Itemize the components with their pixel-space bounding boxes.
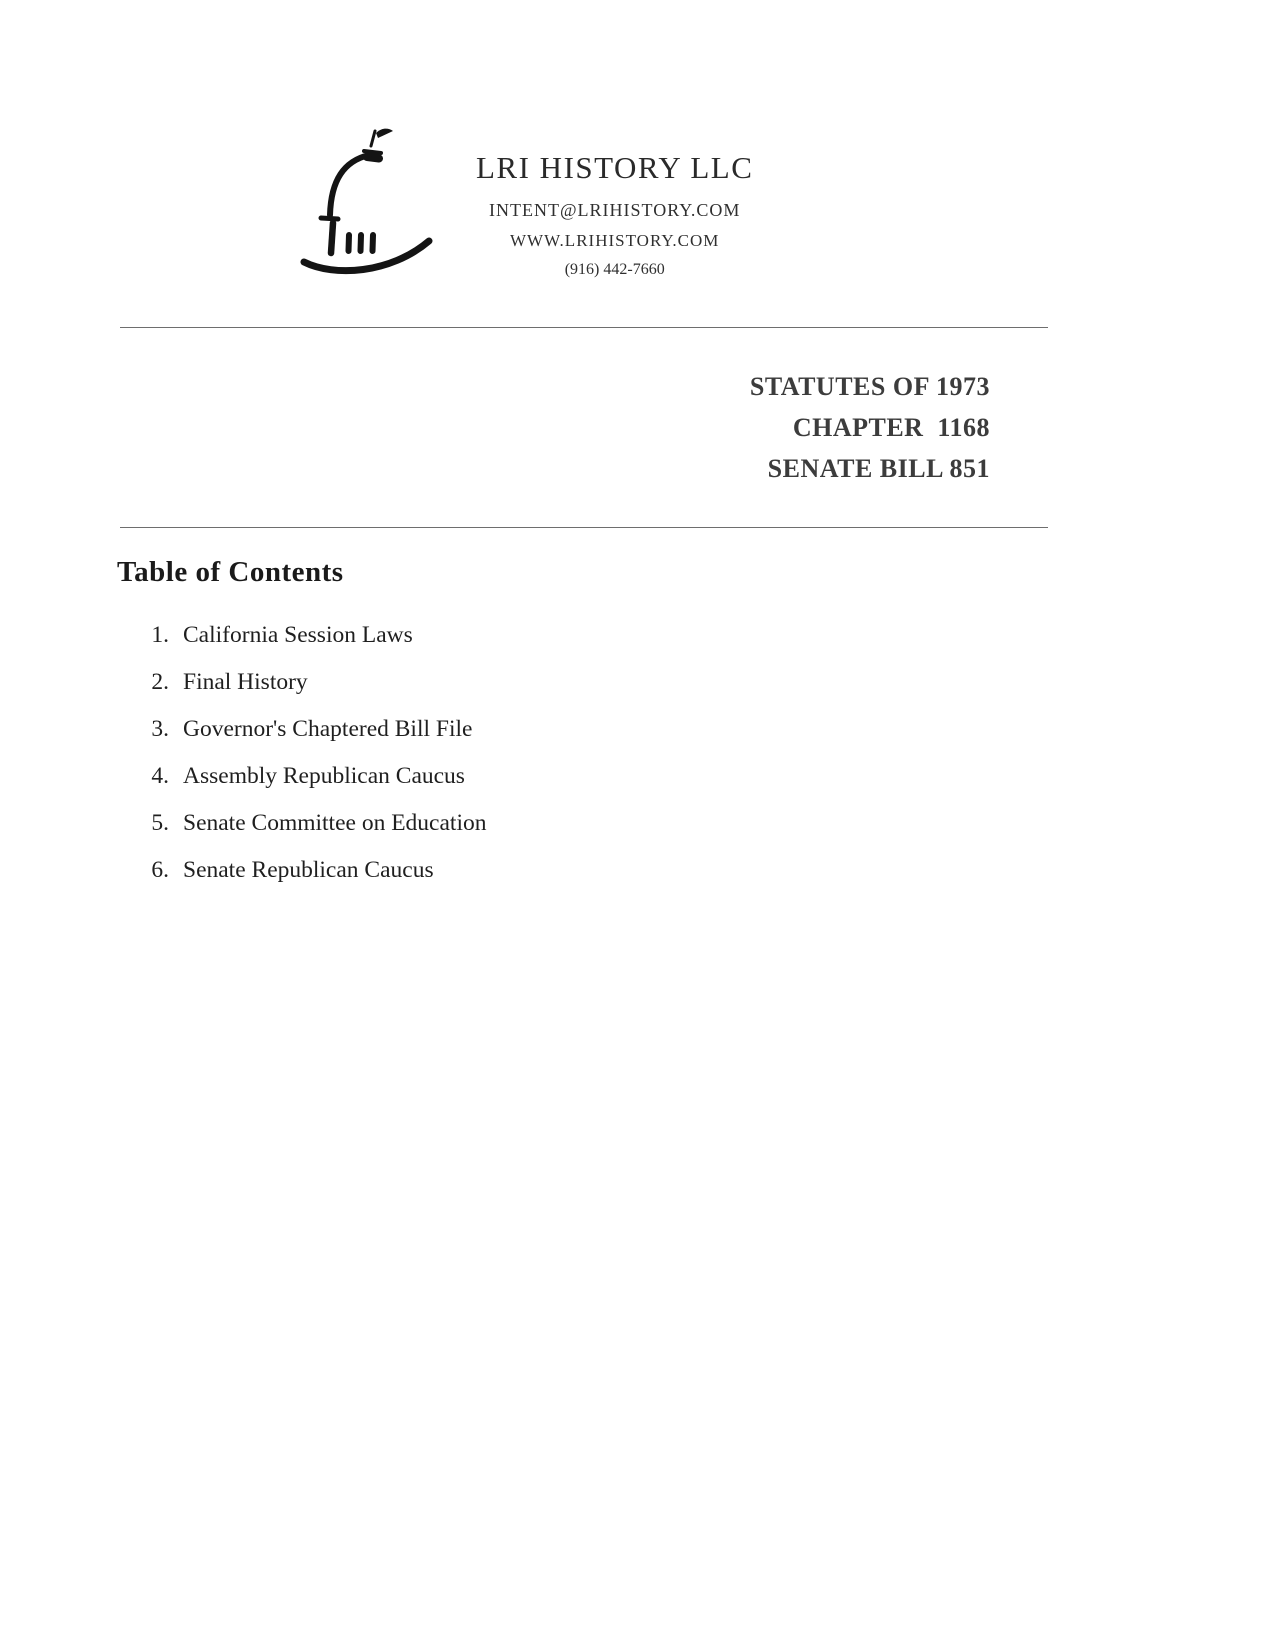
org-email: INTENT@LRIHISTORY.COM <box>488 200 741 220</box>
toc-item <box>143 622 486 669</box>
org-contact-block <box>476 150 753 279</box>
toc-item <box>143 669 486 716</box>
toc-item-number: 4. <box>151 763 169 789</box>
toc-item-label: Senate Committee on Education <box>183 810 487 836</box>
toc-item <box>143 716 486 763</box>
toc-item-number: 1. <box>151 622 169 648</box>
org-website: WWW.LRIHISTORY.COM <box>509 231 720 250</box>
org-name: LRI HISTORY LLC <box>476 150 754 185</box>
toc-item-number: 5. <box>151 810 169 836</box>
chapter-line: CHAPTER 1168 <box>792 413 990 442</box>
statutes-line: STATUTES OF 1973 <box>749 372 990 401</box>
capitol-dome-logo <box>292 122 442 282</box>
senate-bill-line: SENATE BILL 851 <box>767 454 990 483</box>
divider-bottom <box>120 527 1048 528</box>
toc-item <box>143 857 486 904</box>
toc-item <box>143 763 486 810</box>
toc-item-label: Final History <box>183 669 308 695</box>
toc-item-label: Governor's Chaptered Bill File <box>183 716 473 742</box>
toc-item-number: 2. <box>151 669 169 695</box>
divider-top <box>120 327 1048 328</box>
toc-list <box>143 622 486 904</box>
toc-item <box>143 810 486 857</box>
toc-title: Table of Contents <box>117 556 344 588</box>
toc-item-label: California Session Laws <box>183 622 413 648</box>
org-phone: (916) 442-7660 <box>564 261 665 278</box>
toc-item-number: 3. <box>151 716 169 742</box>
toc-item-label: Assembly Republican Caucus <box>183 763 465 789</box>
statute-reference-block <box>750 366 990 489</box>
letterhead <box>292 122 753 282</box>
toc-item-label: Senate Republican Caucus <box>183 857 434 883</box>
toc-item-number: 6. <box>151 857 169 883</box>
